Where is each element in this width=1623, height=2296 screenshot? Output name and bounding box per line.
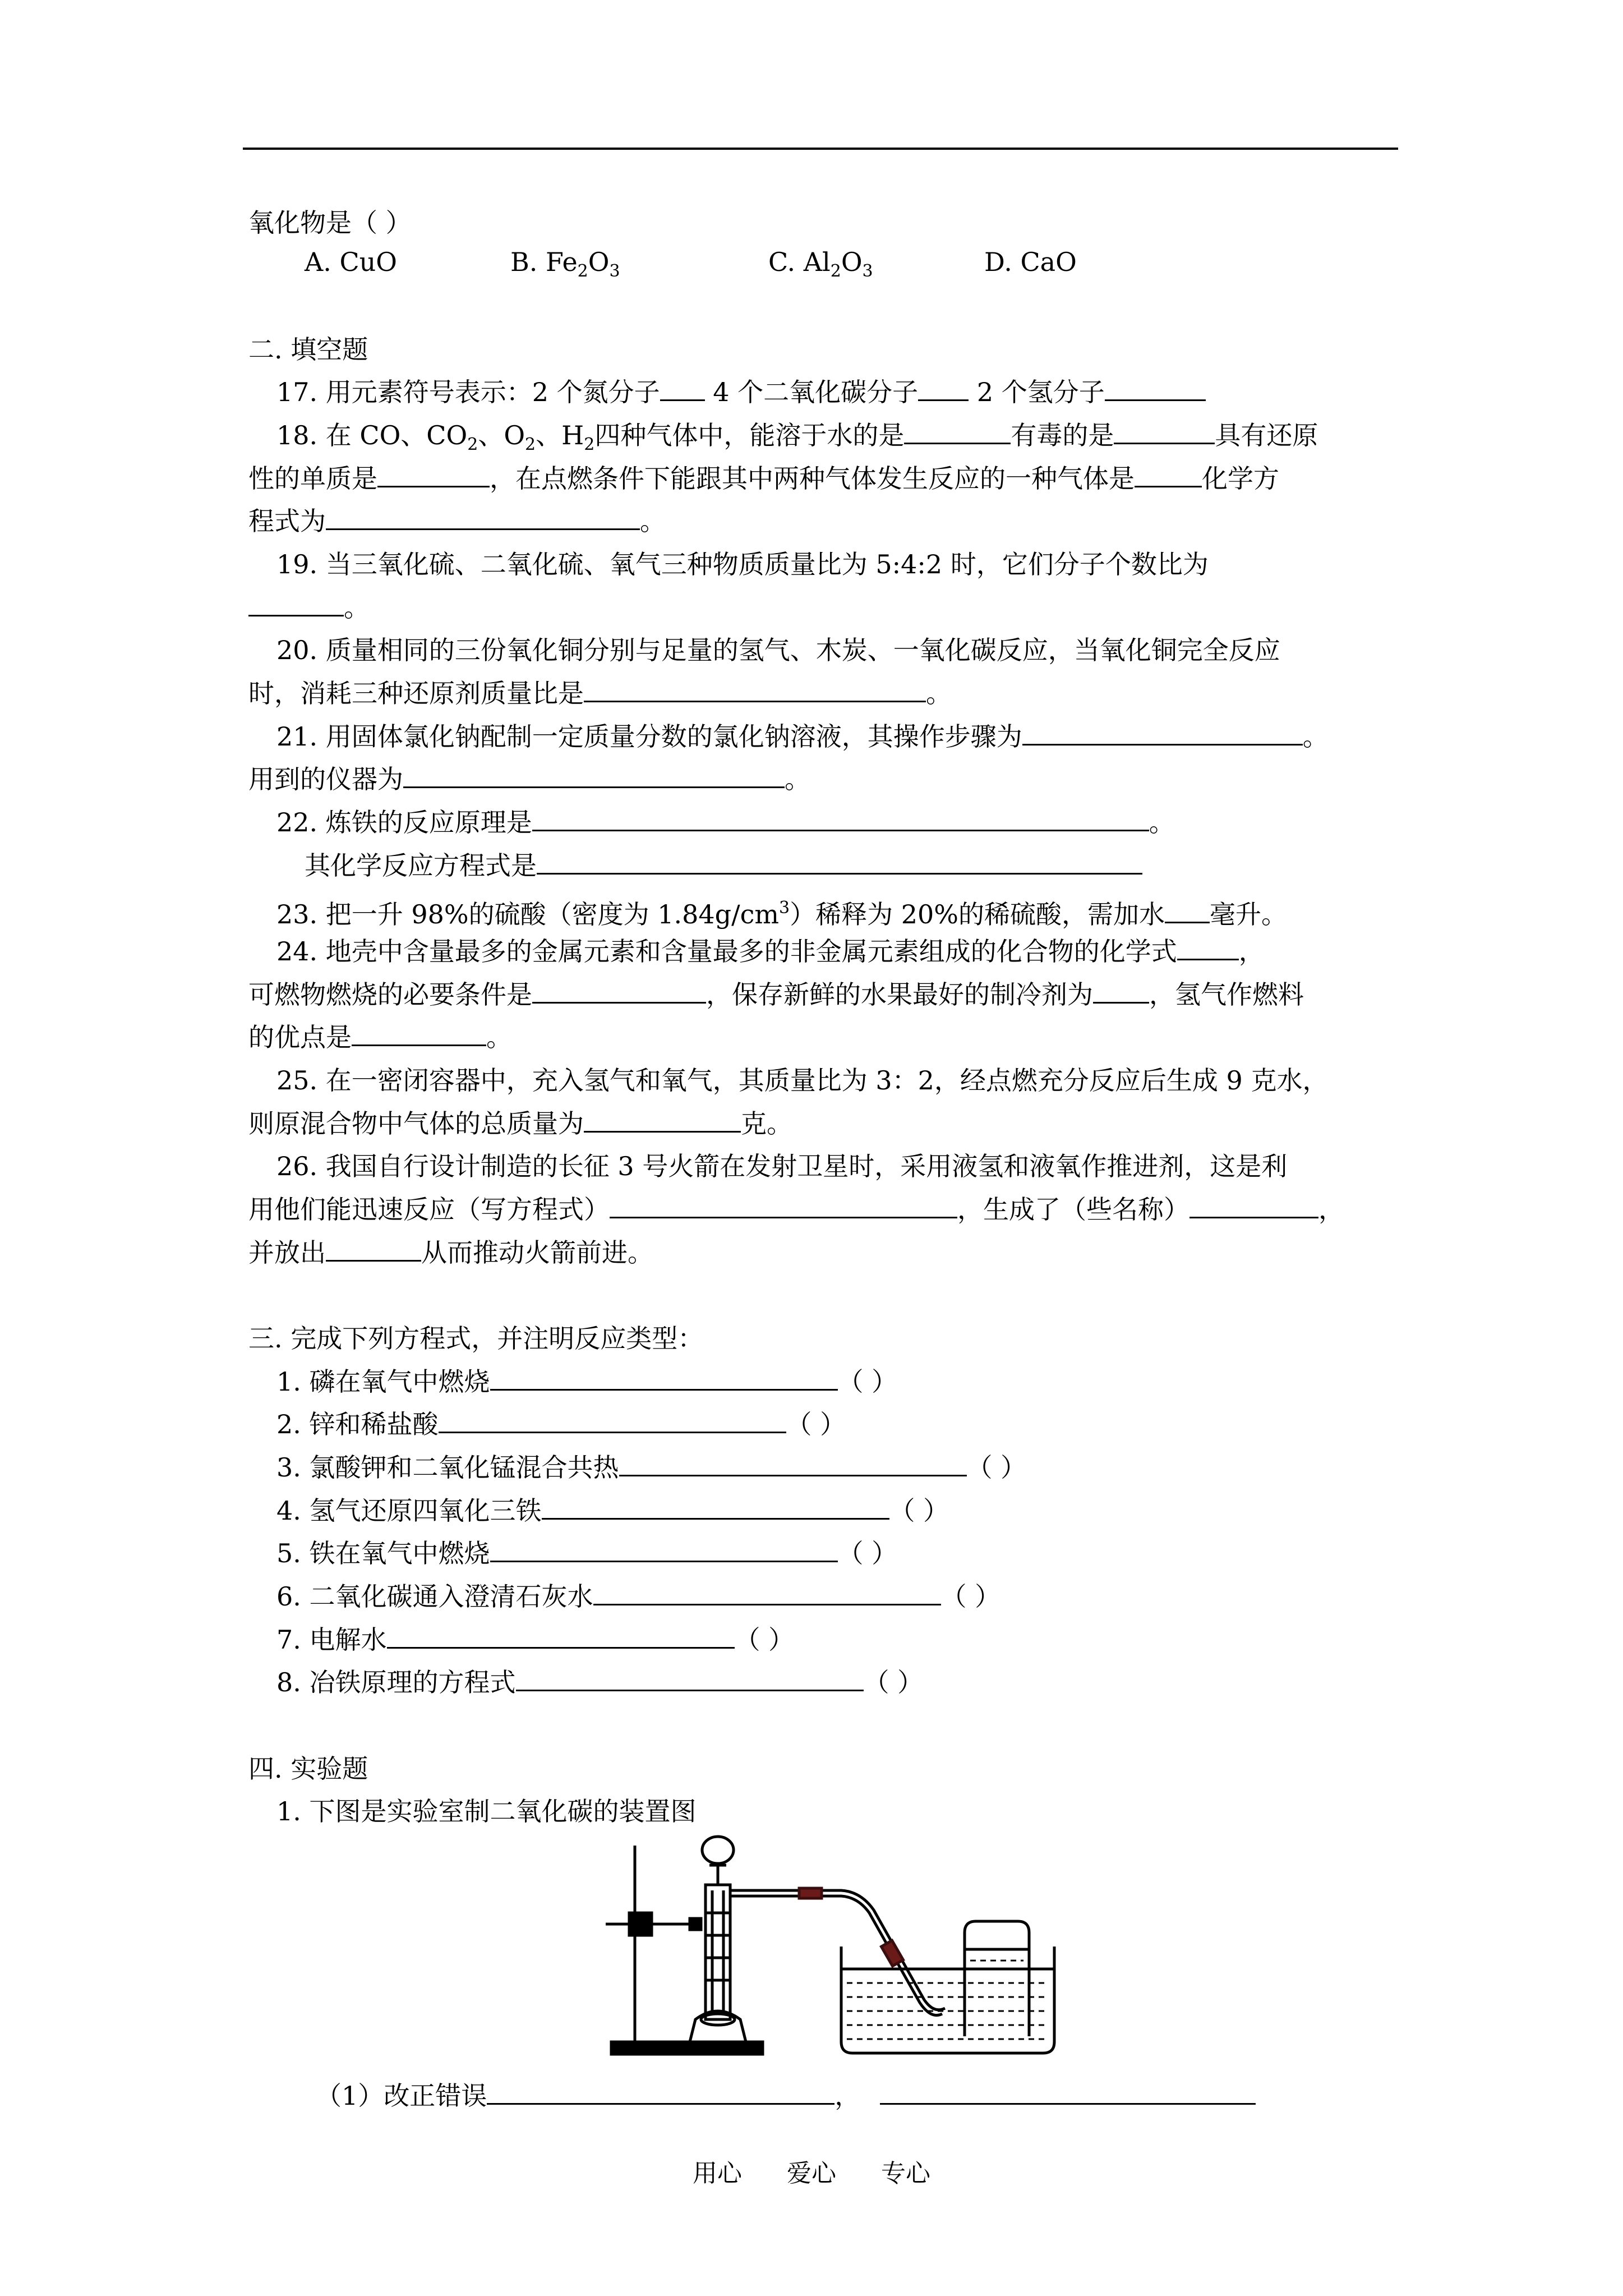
q18-line-3: 程式为 。 bbox=[248, 504, 1398, 539]
eq-item-3: 3. 氯酸钾和二氧化锰混合共热 （ ） bbox=[276, 1450, 1426, 1485]
q22-blank-1[interactable] bbox=[532, 805, 1149, 831]
section2-heading: 二. 填空题 bbox=[248, 334, 368, 365]
q16-option-b: B. $Fe_2O_3$ bbox=[510, 247, 620, 281]
q19-line-2: 。 bbox=[248, 590, 1398, 625]
q22-line-1: 22. 炼铁的反应原理是 。 bbox=[276, 805, 1426, 840]
q17: 17. 用元素符号表示：2 个氮分子 4 个二氧化碳分子 2 个氢分子 bbox=[276, 375, 1426, 409]
q20-line-1: 20. 质量相同的三份氧化铜分别与足量的氢气、木炭、一氧化碳反应，当氧化铜完全反应 bbox=[276, 635, 1280, 665]
eq-blank-3[interactable] bbox=[619, 1450, 967, 1476]
eq-blank-5[interactable] bbox=[490, 1536, 838, 1562]
q16-option-a: A. CuO bbox=[305, 247, 397, 277]
q18-line-2: 性的单质是 ，在点燃条件下能跟其中两种气体发生反应的一种气体是 化学方 bbox=[248, 461, 1398, 496]
exp-sub-1: （1）改正错误 ， bbox=[316, 2078, 1465, 2113]
page-footer bbox=[0, 2153, 1623, 2189]
section4-heading: 四. 实验题 bbox=[248, 1754, 368, 1784]
rubber-connector-1 bbox=[799, 1888, 822, 1898]
q26-blank-2[interactable] bbox=[1189, 1192, 1318, 1218]
q24-blank-4[interactable] bbox=[352, 1020, 486, 1046]
q25-line-2: 则原混合物中气体的总质量为 克。 bbox=[248, 1106, 1398, 1141]
q23-blank[interactable] bbox=[1165, 897, 1210, 923]
q18-blank-4[interactable] bbox=[1135, 461, 1202, 487]
q21-blank-1[interactable] bbox=[1022, 719, 1303, 746]
q19-blank[interactable] bbox=[248, 590, 344, 616]
eq-item-4: 4. 氢气还原四氧化三铁 （ ） bbox=[276, 1493, 1426, 1528]
eq-item-1: 1. 磷在氧气中燃烧 （ ） bbox=[276, 1364, 1426, 1399]
funnel bbox=[702, 1837, 734, 1864]
exp-blank-2[interactable] bbox=[880, 2078, 1256, 2105]
q24-line-1: 24. 地壳中含量最多的金属元素和含量最多的非金属元素组成的化合物的化学式 ， bbox=[276, 934, 1426, 969]
section3-heading: 三. 完成下列方程式，并注明反应类型： bbox=[248, 1323, 704, 1354]
eq-item-2: 2. 锌和稀盐酸 （ ） bbox=[276, 1407, 1426, 1442]
q16-option-c: C. $Al_2O_3$ bbox=[768, 247, 873, 281]
q24-line-2: 可燃物燃烧的必要条件是 ，保存新鲜的水果最好的制冷剂为 ，氢气作燃料 bbox=[248, 977, 1398, 1012]
rubber-connector-2 bbox=[881, 1940, 903, 1966]
footer-text-3: 专心 bbox=[881, 2159, 930, 2188]
q26-line-3: 并放出 从而推动火箭前进。 bbox=[248, 1235, 1398, 1270]
footer-text-2: 爱心 bbox=[787, 2159, 836, 2188]
eq-blank-4[interactable] bbox=[542, 1493, 889, 1520]
q17-blank-3[interactable] bbox=[1105, 375, 1206, 401]
eq-blank-7[interactable] bbox=[387, 1622, 735, 1649]
exp-q1: 1. 下图是实验室制二氧化碳的装置图 bbox=[276, 1796, 697, 1826]
q18-line-1: 18. 在 CO、$CO_2$、$O_2$、$H_2$四种气体中，能溶于水的是 有毒的是 具有还原 bbox=[276, 418, 1398, 462]
q24-line-3: 的优点是 。 bbox=[248, 1020, 1398, 1055]
q20-blank[interactable] bbox=[584, 676, 926, 702]
eq-item-6: 6. 二氧化碳通入澄清石灰水 （ ） bbox=[276, 1579, 1426, 1614]
co2-apparatus-diagram bbox=[606, 1834, 1251, 2070]
q25-line-1: 25. 在一密闭容器中，充入氢气和氧气，其质量比为 3：2，经点燃充分反应后生成 9 克水， bbox=[276, 1065, 1329, 1096]
header-rule bbox=[243, 148, 1398, 150]
eq-blank-2[interactable] bbox=[439, 1407, 786, 1433]
q18-blank-2[interactable] bbox=[1114, 418, 1215, 444]
q17-blank-2[interactable] bbox=[918, 375, 969, 401]
reaction-tube bbox=[706, 1885, 730, 2019]
q26-blank-3[interactable] bbox=[326, 1235, 421, 1262]
exp-blank-1[interactable] bbox=[487, 2078, 834, 2105]
q16-stem: 氧化物是（ ） bbox=[248, 208, 412, 238]
q26-blank-1[interactable] bbox=[610, 1192, 957, 1218]
q24-blank-1[interactable] bbox=[1177, 934, 1239, 960]
q21-blank-2[interactable] bbox=[403, 762, 785, 788]
q16-option-d: D. CaO bbox=[984, 247, 1077, 277]
q25-blank[interactable] bbox=[584, 1106, 741, 1133]
eq-item-8: 8. 冶铁原理的方程式 （ ） bbox=[276, 1665, 1426, 1700]
q24-blank-2[interactable] bbox=[532, 977, 706, 1004]
q26-line-2: 用他们能迅速反应（写方程式） ，生成了（些名称） ， bbox=[248, 1192, 1398, 1227]
q22-line-2: 其化学反应方程式是 bbox=[305, 848, 1454, 883]
eq-item-5: 5. 铁在氧气中燃烧 （ ） bbox=[276, 1536, 1426, 1571]
q18-blank-3[interactable] bbox=[377, 461, 490, 487]
q20-line-2: 时，消耗三种还原剂质量比是 。 bbox=[248, 676, 1398, 711]
q21-line-2: 用到的仪器为 。 bbox=[248, 762, 1398, 797]
water-trough bbox=[841, 1947, 1054, 2053]
q23: 23. 把一升 98%的硫酸（密度为 $1.84g/cm^3$）稀释为 20%的稀硫酸，需加水 毫升。 bbox=[276, 898, 1287, 930]
q21-line-1: 21. 用固体氯化钠配制一定质量分数的氯化钠溶液，其操作步骤为 。 bbox=[276, 719, 1426, 754]
q18-blank-5[interactable] bbox=[326, 504, 640, 530]
q19-line-1: 19. 当三氧化硫、二氧化硫、氧气三种物质质量比为 5:4:2 时，它们分子个数比为 bbox=[276, 549, 1209, 579]
eq-blank-8[interactable] bbox=[516, 1665, 864, 1691]
q22-blank-2[interactable] bbox=[537, 848, 1142, 875]
eq-item-7: 7. 电解水 （ ） bbox=[276, 1622, 1426, 1657]
footer-text-1: 用心 bbox=[693, 2159, 742, 2188]
q24-blank-3[interactable] bbox=[1093, 977, 1149, 1004]
stand-base bbox=[611, 2042, 763, 2054]
gas-jar bbox=[965, 1921, 1029, 2036]
q26-line-1: 26. 我国自行设计制造的长征 3 号火箭在发射卫星时，采用液氢和液氧作推进剂，这是利 bbox=[276, 1151, 1288, 1181]
eq-blank-1[interactable] bbox=[490, 1364, 838, 1391]
q18-blank-1[interactable] bbox=[904, 418, 1011, 444]
q17-blank-1[interactable] bbox=[660, 375, 705, 401]
eq-blank-6[interactable] bbox=[593, 1579, 941, 1605]
